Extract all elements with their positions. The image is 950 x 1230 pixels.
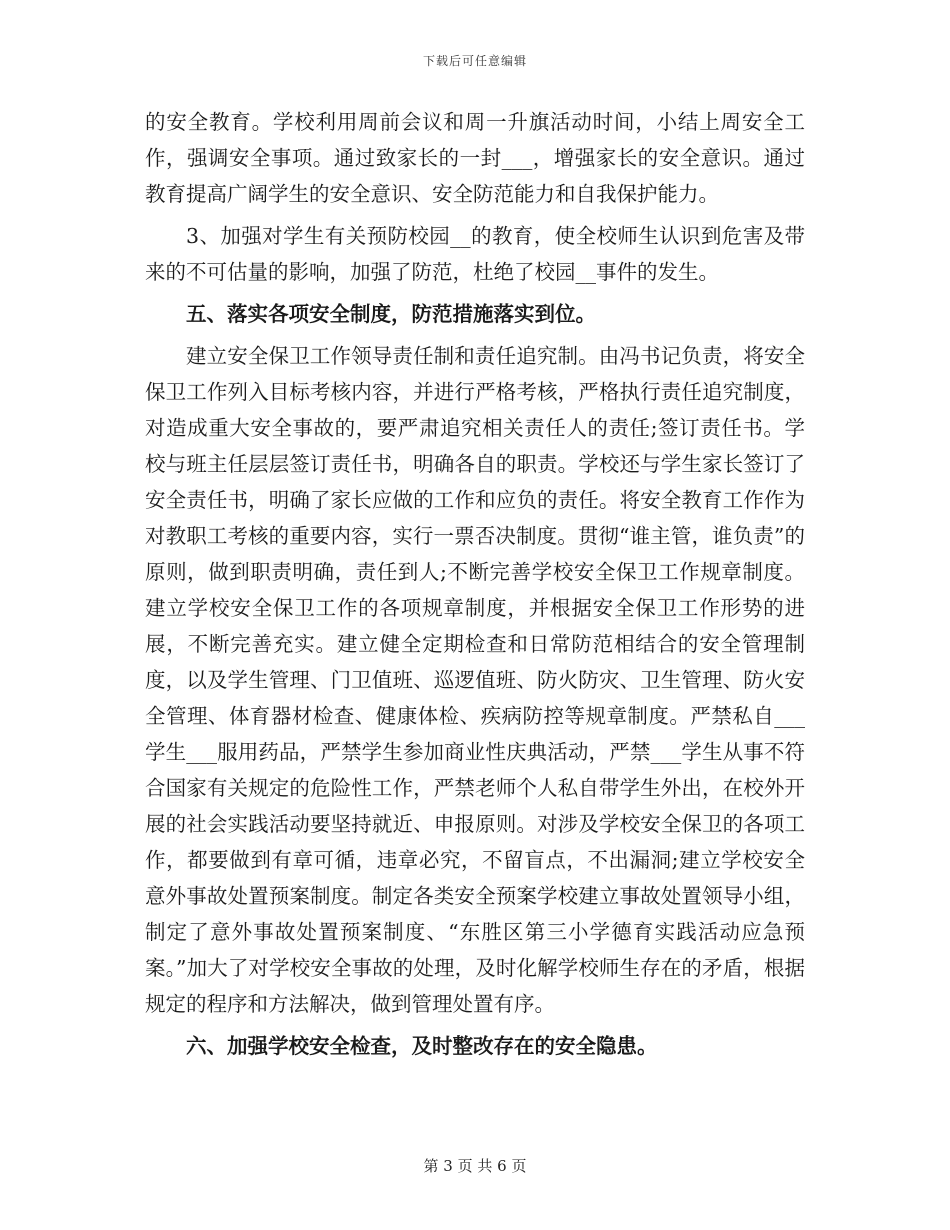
paragraph-safety-system: 建立安全保卫工作领导责任制和责任追究制。由冯书记负责，将安全保卫工作列入目标考核内容，并进行严格考核，严格执行责任追究制度，对造成重大安全事故的，要严肃追究相关责任人的责任;签订责任书。学校与班主任层层签订责任书，明确各自的职责。学校还与学生家长签订了安全责任书，明确了家长应做的工作和应负的责任。将安全教育工作作为对教职工考核的重要内容，实行一票否决制度。贯彻“谁主管，谁负责”的原则，做到职责明确，责任到人;不断完善学校安全保卫工作规章制度。建立学校安全保卫工作的各项规章制度，并根据安全保卫工作形势的进展，不断完善充实。建立健全定期检查和日常防范相结合的安全管理制度，以及学生管理、门卫值班、巡逻值班、防火防灾、卫生管理、防火安全管理、体育器材检查、健康体检、疾病防控等规章制度。严禁私自___学生___服用药品，严禁学生参加商业性庆典活动，严禁___学生从事不符合国家有关规定的危险性工作，严禁老师个人私自带学生外出，在校外开展的社会实践活动要坚持就近、申报原则。对涉及学校安全保卫的各项工作，都要做到有章可循，违章必究，不留盲点，不出漏洞;建立学校安全意外事故处置预案制度。制定各类安全预案学校建立事故处置领导小组，制定了意外事故处置预案制度、“东胜区第三小学德育实践活动应急预案。”加大了对学校安全事故的处理，及时化解学校师生存在的矛盾，根据规定的程序和方法解决，做到管理处置有序。 <box>145 344 805 1016</box>
page-header: 下载后可任意编辑 <box>422 54 527 68</box>
paragraph-prevention-education: 3、加强对学生有关预防校园__的教育，使全校师生认识到危害及带来的不可估量的影响，加强了防范，杜绝了校园__事件的发生。 <box>145 224 805 284</box>
paragraph-safety-education: 的安全教育。学校利用周前会议和周一升旗活动时间，小结上周安全工作，强调安全事项。通过致家长的一封___，增强家长的安全意识。通过教育提高广阔学生的安全意识、安全防范能力和自我保护能力。 <box>145 110 805 206</box>
document-body <box>145 104 805 1070</box>
section-heading-five: 五、落实各项安全制度，防范措施落实到位。 <box>186 302 596 326</box>
page-number: 第 3 页 共 6 页 <box>423 1157 527 1175</box>
section-heading-six: 六、加强学校安全检查，及时整改存在的安全隐患。 <box>186 1034 658 1058</box>
